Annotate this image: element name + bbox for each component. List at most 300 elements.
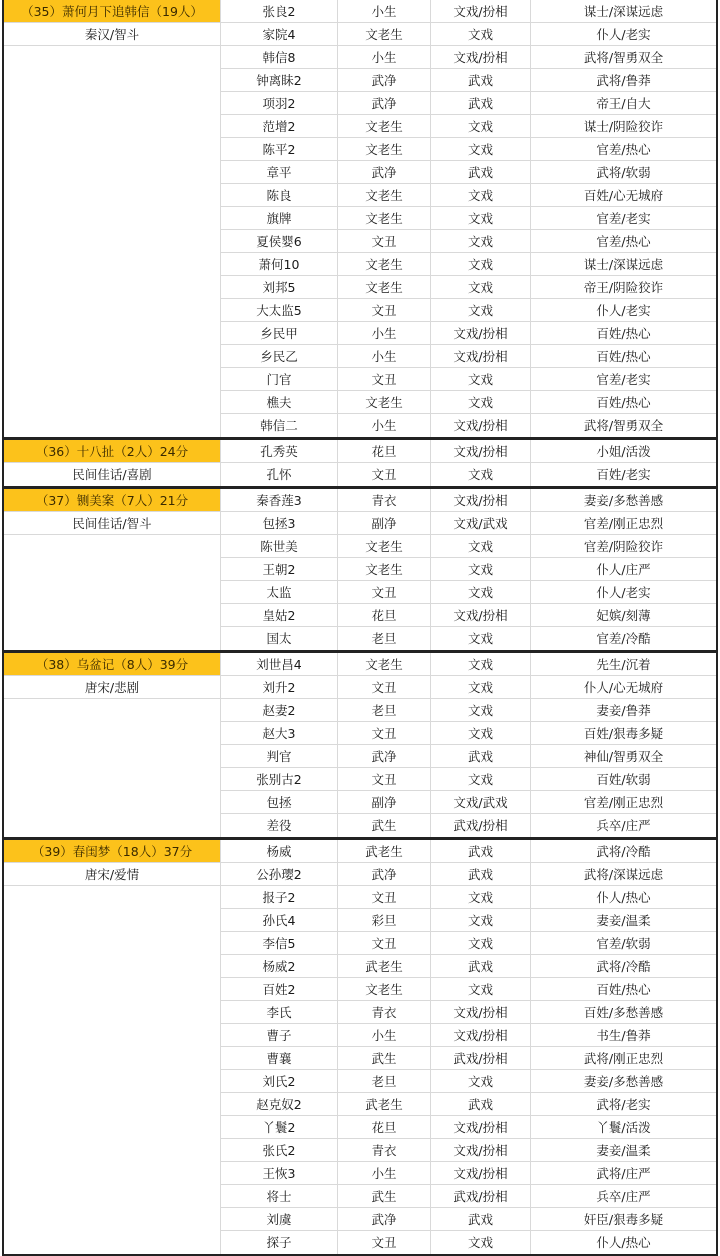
table-row	[4, 909, 716, 932]
role-type-cell: 小生	[337, 1162, 430, 1185]
empty-cell	[4, 1024, 220, 1047]
role-type-cell: 武净	[337, 745, 430, 768]
role-name-cell: 刘世昌4	[220, 653, 337, 676]
role-type-cell: 武老生	[337, 1093, 430, 1116]
performance-cell: 文戏	[430, 627, 530, 650]
table-row	[4, 840, 716, 863]
role-name-cell: 章平	[220, 161, 337, 184]
role-name-cell: 张别古2	[220, 768, 337, 791]
table-row	[4, 414, 716, 437]
role-type-cell: 文老生	[337, 276, 430, 299]
identity-trait-cell: 谋士/深谋远虑	[530, 253, 716, 276]
identity-trait-cell: 官差/刚正忠烈	[530, 512, 716, 535]
empty-cell	[4, 791, 220, 814]
table-row	[4, 368, 716, 391]
table-row	[4, 1162, 716, 1185]
role-name-cell: 赵妻2	[220, 699, 337, 722]
table-row	[4, 1070, 716, 1093]
role-name-cell: 门官	[220, 368, 337, 391]
empty-cell	[4, 978, 220, 1001]
table-row	[4, 768, 716, 791]
performance-cell: 文戏	[430, 768, 530, 791]
table-row	[4, 512, 716, 535]
performance-cell: 文戏/扮相	[430, 604, 530, 627]
role-type-cell: 小生	[337, 0, 430, 23]
table-row	[4, 230, 716, 253]
performance-cell: 武戏/扮相	[430, 1047, 530, 1070]
role-name-cell: 大太监5	[220, 299, 337, 322]
identity-trait-cell: 官差/软弱	[530, 932, 716, 955]
role-type-cell: 武净	[337, 161, 430, 184]
role-type-cell: 武净	[337, 1208, 430, 1231]
performance-cell: 文戏	[430, 207, 530, 230]
identity-trait-cell: 官差/刚正忠烈	[530, 791, 716, 814]
role-name-cell: 皇姑2	[220, 604, 337, 627]
performance-cell: 武戏/扮相	[430, 814, 530, 837]
performance-cell: 文戏	[430, 23, 530, 46]
role-type-cell: 文老生	[337, 535, 430, 558]
performance-cell: 武戏	[430, 1208, 530, 1231]
role-name-cell: 包拯3	[220, 512, 337, 535]
identity-trait-cell: 书生/鲁莽	[530, 1024, 716, 1047]
role-type-cell: 文丑	[337, 463, 430, 486]
role-name-cell: 差役	[220, 814, 337, 837]
identity-trait-cell: 官差/冷酷	[530, 627, 716, 650]
table-row	[4, 1139, 716, 1162]
table-row	[4, 558, 716, 581]
table-row	[4, 207, 716, 230]
role-type-cell: 副净	[337, 791, 430, 814]
role-name-cell: 太监	[220, 581, 337, 604]
performance-cell: 文戏	[430, 978, 530, 1001]
role-name-cell: 张良2	[220, 0, 337, 23]
performance-cell: 文戏/扮相	[430, 414, 530, 437]
role-name-cell: 杨威2	[220, 955, 337, 978]
role-type-cell: 彩旦	[337, 909, 430, 932]
role-type-cell: 小生	[337, 46, 430, 69]
role-name-cell: 钟离眛2	[220, 69, 337, 92]
role-type-cell: 青衣	[337, 1001, 430, 1024]
performance-cell: 文戏	[430, 138, 530, 161]
empty-cell	[4, 115, 220, 138]
identity-trait-cell: 官差/老实	[530, 207, 716, 230]
role-name-cell: 夏侯婴6	[220, 230, 337, 253]
performance-cell: 文戏	[430, 276, 530, 299]
role-type-cell: 文丑	[337, 932, 430, 955]
role-name-cell: 乡民乙	[220, 345, 337, 368]
identity-trait-cell: 妃嫔/刻薄	[530, 604, 716, 627]
identity-trait-cell: 武将/冷酷	[530, 840, 716, 863]
identity-trait-cell: 丫鬟/活泼	[530, 1116, 716, 1139]
identity-trait-cell: 谋士/深谋远虑	[530, 0, 716, 23]
empty-cell	[4, 345, 220, 368]
identity-trait-cell: 奸臣/狠毒多疑	[530, 1208, 716, 1231]
role-type-cell: 青衣	[337, 1139, 430, 1162]
empty-cell	[4, 722, 220, 745]
table-row	[4, 489, 716, 512]
table-row	[4, 932, 716, 955]
role-type-cell: 文老生	[337, 653, 430, 676]
role-type-cell: 武生	[337, 1047, 430, 1070]
role-type-cell: 文老生	[337, 978, 430, 1001]
empty-cell	[4, 161, 220, 184]
role-name-cell: 杨威	[220, 840, 337, 863]
empty-cell	[4, 46, 220, 69]
empty-cell	[4, 368, 220, 391]
role-name-cell: 萧何10	[220, 253, 337, 276]
performance-cell: 文戏/扮相	[430, 322, 530, 345]
performance-cell: 文戏	[430, 581, 530, 604]
role-name-cell: 旗牌	[220, 207, 337, 230]
table-row	[4, 886, 716, 909]
role-type-cell: 文老生	[337, 558, 430, 581]
play-section	[4, 653, 716, 840]
identity-trait-cell: 百姓/热心	[530, 322, 716, 345]
role-type-cell: 文老生	[337, 23, 430, 46]
table-row	[4, 322, 716, 345]
performance-cell: 武戏	[430, 745, 530, 768]
table-row	[4, 863, 716, 886]
role-name-cell: 刘氏2	[220, 1070, 337, 1093]
table-row	[4, 535, 716, 558]
role-name-cell: 赵大3	[220, 722, 337, 745]
role-type-cell: 文丑	[337, 722, 430, 745]
role-name-cell: 家院4	[220, 23, 337, 46]
empty-cell	[4, 92, 220, 115]
role-type-cell: 武老生	[337, 955, 430, 978]
identity-trait-cell: 仆人/老实	[530, 581, 716, 604]
role-name-cell: 刘升2	[220, 676, 337, 699]
identity-trait-cell: 百姓/热心	[530, 391, 716, 414]
identity-trait-cell: 武将/冷酷	[530, 955, 716, 978]
performance-cell: 武戏	[430, 69, 530, 92]
role-type-cell: 文老生	[337, 253, 430, 276]
identity-trait-cell: 小姐/活泼	[530, 440, 716, 463]
role-name-cell: 丫鬟2	[220, 1116, 337, 1139]
performance-cell: 文戏/扮相	[430, 1024, 530, 1047]
role-name-cell: 樵夫	[220, 391, 337, 414]
identity-trait-cell: 帝王/阴险狡诈	[530, 276, 716, 299]
play-section	[4, 840, 716, 1256]
performance-cell: 武戏	[430, 161, 530, 184]
identity-trait-cell: 百姓/狠毒多疑	[530, 722, 716, 745]
identity-trait-cell: 官差/阴险狡诈	[530, 535, 716, 558]
role-type-cell: 花旦	[337, 1116, 430, 1139]
identity-trait-cell: 谋士/阴险狡诈	[530, 115, 716, 138]
role-type-cell: 文老生	[337, 391, 430, 414]
performance-cell: 文戏/扮相	[430, 0, 530, 23]
performance-cell: 文戏/扮相	[430, 440, 530, 463]
performance-cell: 文戏	[430, 1231, 530, 1254]
performance-cell: 武戏	[430, 955, 530, 978]
identity-trait-cell: 仆人/热心	[530, 1231, 716, 1254]
identity-trait-cell: 妻妾/多愁善感	[530, 1070, 716, 1093]
empty-cell	[4, 581, 220, 604]
table-row	[4, 699, 716, 722]
role-type-cell: 文丑	[337, 676, 430, 699]
empty-cell	[4, 768, 220, 791]
role-name-cell: 孙氏4	[220, 909, 337, 932]
empty-cell	[4, 699, 220, 722]
performance-cell: 文戏/扮相	[430, 345, 530, 368]
table-row	[4, 1231, 716, 1254]
identity-trait-cell: 妻妾/温柔	[530, 909, 716, 932]
table-row	[4, 345, 716, 368]
play-title: （38）乌盆记（8人）39分	[4, 653, 220, 676]
role-name-cell: 陈平2	[220, 138, 337, 161]
table-row	[4, 463, 716, 486]
performance-cell: 文戏	[430, 676, 530, 699]
opera-roster-sheet	[2, 0, 718, 1256]
performance-cell: 文戏	[430, 115, 530, 138]
identity-trait-cell: 武将/智勇双全	[530, 46, 716, 69]
role-name-cell: 报子2	[220, 886, 337, 909]
role-name-cell: 韩信二	[220, 414, 337, 437]
table-row	[4, 581, 716, 604]
role-name-cell: 陈世美	[220, 535, 337, 558]
performance-cell: 文戏	[430, 535, 530, 558]
role-type-cell: 花旦	[337, 604, 430, 627]
empty-cell	[4, 1093, 220, 1116]
role-name-cell: 王朝2	[220, 558, 337, 581]
role-type-cell: 文丑	[337, 1231, 430, 1254]
identity-trait-cell: 武将/老实	[530, 1093, 716, 1116]
role-type-cell: 老旦	[337, 1070, 430, 1093]
role-name-cell: 李氏	[220, 1001, 337, 1024]
empty-cell	[4, 1231, 220, 1254]
table-row	[4, 391, 716, 414]
role-type-cell: 老旦	[337, 699, 430, 722]
role-name-cell: 韩信8	[220, 46, 337, 69]
empty-cell	[4, 886, 220, 909]
role-type-cell: 文老生	[337, 184, 430, 207]
empty-cell	[4, 1208, 220, 1231]
identity-trait-cell: 百姓/心无城府	[530, 184, 716, 207]
performance-cell: 文戏/扮相	[430, 1139, 530, 1162]
performance-cell: 武戏	[430, 863, 530, 886]
role-name-cell: 王恢3	[220, 1162, 337, 1185]
identity-trait-cell: 百姓/热心	[530, 978, 716, 1001]
role-type-cell: 小生	[337, 414, 430, 437]
identity-trait-cell: 帝王/自大	[530, 92, 716, 115]
table-row	[4, 46, 716, 69]
table-row	[4, 791, 716, 814]
empty-cell	[4, 814, 220, 837]
empty-cell	[4, 909, 220, 932]
performance-cell: 文戏	[430, 932, 530, 955]
performance-cell: 文戏/扮相	[430, 489, 530, 512]
table-row	[4, 138, 716, 161]
performance-cell: 文戏	[430, 653, 530, 676]
table-row	[4, 184, 716, 207]
role-name-cell: 刘邦5	[220, 276, 337, 299]
empty-cell	[4, 1001, 220, 1024]
empty-cell	[4, 230, 220, 253]
role-type-cell: 青衣	[337, 489, 430, 512]
role-name-cell: 探子	[220, 1231, 337, 1254]
role-type-cell: 武净	[337, 69, 430, 92]
table-row	[4, 604, 716, 627]
empty-cell	[4, 253, 220, 276]
play-title: （37）铡美案（7人）21分	[4, 489, 220, 512]
identity-trait-cell: 百姓/软弱	[530, 768, 716, 791]
table-row	[4, 627, 716, 650]
role-type-cell: 文丑	[337, 299, 430, 322]
role-name-cell: 孔秀英	[220, 440, 337, 463]
role-name-cell: 乡民甲	[220, 322, 337, 345]
identity-trait-cell: 先生/沉着	[530, 653, 716, 676]
performance-cell: 文戏	[430, 463, 530, 486]
play-section	[4, 440, 716, 489]
role-name-cell: 将士	[220, 1185, 337, 1208]
role-type-cell: 武生	[337, 814, 430, 837]
table-row	[4, 978, 716, 1001]
role-name-cell: 项羽2	[220, 92, 337, 115]
identity-trait-cell: 仆人/心无城府	[530, 676, 716, 699]
performance-cell: 文戏	[430, 909, 530, 932]
performance-cell: 文戏	[430, 391, 530, 414]
performance-cell: 武戏	[430, 92, 530, 115]
identity-trait-cell: 武将/智勇双全	[530, 414, 716, 437]
empty-cell	[4, 1162, 220, 1185]
identity-trait-cell: 仆人/热心	[530, 886, 716, 909]
table-row	[4, 745, 716, 768]
identity-trait-cell: 官差/热心	[530, 138, 716, 161]
play-title: （35）萧何月下追韩信（19人）	[4, 0, 220, 23]
table-row	[4, 1185, 716, 1208]
role-type-cell: 文丑	[337, 581, 430, 604]
identity-trait-cell: 武将/刚正忠烈	[530, 1047, 716, 1070]
role-type-cell: 文老生	[337, 207, 430, 230]
table-row	[4, 0, 716, 23]
play-title: （36）十八扯（2人）24分	[4, 440, 220, 463]
role-type-cell: 文丑	[337, 886, 430, 909]
table-row	[4, 161, 716, 184]
identity-trait-cell: 妻妾/温柔	[530, 1139, 716, 1162]
role-type-cell: 花旦	[337, 440, 430, 463]
identity-trait-cell: 武将/鲁莽	[530, 69, 716, 92]
table-row	[4, 253, 716, 276]
role-name-cell: 刘虞	[220, 1208, 337, 1231]
performance-cell: 文戏	[430, 299, 530, 322]
identity-trait-cell: 妻妾/多愁善感	[530, 489, 716, 512]
empty-cell	[4, 1116, 220, 1139]
role-name-cell: 包拯	[220, 791, 337, 814]
play-section	[4, 0, 716, 440]
performance-cell: 文戏/武戏	[430, 791, 530, 814]
empty-cell	[4, 932, 220, 955]
role-type-cell: 武净	[337, 863, 430, 886]
play-title: （39）春闺梦（18人）37分	[4, 840, 220, 863]
empty-cell	[4, 1070, 220, 1093]
performance-cell: 文戏/扮相	[430, 46, 530, 69]
table-row	[4, 23, 716, 46]
performance-cell: 武戏/扮相	[430, 1185, 530, 1208]
empty-cell	[4, 391, 220, 414]
table-row	[4, 299, 716, 322]
role-name-cell: 百姓2	[220, 978, 337, 1001]
empty-cell	[4, 207, 220, 230]
performance-cell: 文戏	[430, 558, 530, 581]
table-row	[4, 676, 716, 699]
role-name-cell: 秦香莲3	[220, 489, 337, 512]
role-type-cell: 小生	[337, 322, 430, 345]
empty-cell	[4, 604, 220, 627]
empty-cell	[4, 1185, 220, 1208]
role-name-cell: 国太	[220, 627, 337, 650]
identity-trait-cell: 仆人/老实	[530, 299, 716, 322]
empty-cell	[4, 558, 220, 581]
role-type-cell: 武净	[337, 92, 430, 115]
empty-cell	[4, 138, 220, 161]
performance-cell: 文戏	[430, 230, 530, 253]
role-name-cell: 公孙璎2	[220, 863, 337, 886]
identity-trait-cell: 神仙/智勇双全	[530, 745, 716, 768]
identity-trait-cell: 武将/深谋远虑	[530, 863, 716, 886]
performance-cell: 文戏/扮相	[430, 1162, 530, 1185]
role-name-cell: 陈良	[220, 184, 337, 207]
role-name-cell: 孔怀	[220, 463, 337, 486]
performance-cell: 文戏	[430, 253, 530, 276]
role-type-cell: 文丑	[337, 368, 430, 391]
table-row	[4, 440, 716, 463]
table-row	[4, 115, 716, 138]
performance-cell: 文戏/扮相	[430, 1116, 530, 1139]
performance-cell: 文戏	[430, 886, 530, 909]
table-row	[4, 955, 716, 978]
table-row	[4, 92, 716, 115]
table-row	[4, 814, 716, 837]
table-row	[4, 1047, 716, 1070]
role-name-cell: 判官	[220, 745, 337, 768]
performance-cell: 文戏/武戏	[430, 512, 530, 535]
role-name-cell: 曹子	[220, 1024, 337, 1047]
role-type-cell: 小生	[337, 345, 430, 368]
empty-cell	[4, 322, 220, 345]
empty-cell	[4, 627, 220, 650]
table-row	[4, 1116, 716, 1139]
performance-cell: 武戏	[430, 1093, 530, 1116]
role-type-cell: 文丑	[337, 230, 430, 253]
identity-trait-cell: 仆人/庄严	[530, 558, 716, 581]
performance-cell: 文戏	[430, 699, 530, 722]
role-name-cell: 张氏2	[220, 1139, 337, 1162]
empty-cell	[4, 276, 220, 299]
play-section	[4, 489, 716, 653]
identity-trait-cell: 兵卒/庄严	[530, 814, 716, 837]
table-row	[4, 1001, 716, 1024]
identity-trait-cell: 仆人/老实	[530, 23, 716, 46]
role-name-cell: 李信5	[220, 932, 337, 955]
role-type-cell: 武生	[337, 1185, 430, 1208]
role-type-cell: 文老生	[337, 138, 430, 161]
role-type-cell: 副净	[337, 512, 430, 535]
performance-cell: 文戏	[430, 184, 530, 207]
table-row	[4, 1024, 716, 1047]
table-row	[4, 653, 716, 676]
identity-trait-cell: 妻妾/鲁莽	[530, 699, 716, 722]
role-name-cell: 范增2	[220, 115, 337, 138]
empty-cell	[4, 1139, 220, 1162]
role-type-cell: 文老生	[337, 115, 430, 138]
table-row	[4, 722, 716, 745]
role-type-cell: 文丑	[337, 768, 430, 791]
play-genre: 唐宋/悲剧	[4, 676, 220, 699]
empty-cell	[4, 69, 220, 92]
identity-trait-cell: 兵卒/庄严	[530, 1185, 716, 1208]
identity-trait-cell: 武将/软弱	[530, 161, 716, 184]
role-type-cell: 小生	[337, 1024, 430, 1047]
